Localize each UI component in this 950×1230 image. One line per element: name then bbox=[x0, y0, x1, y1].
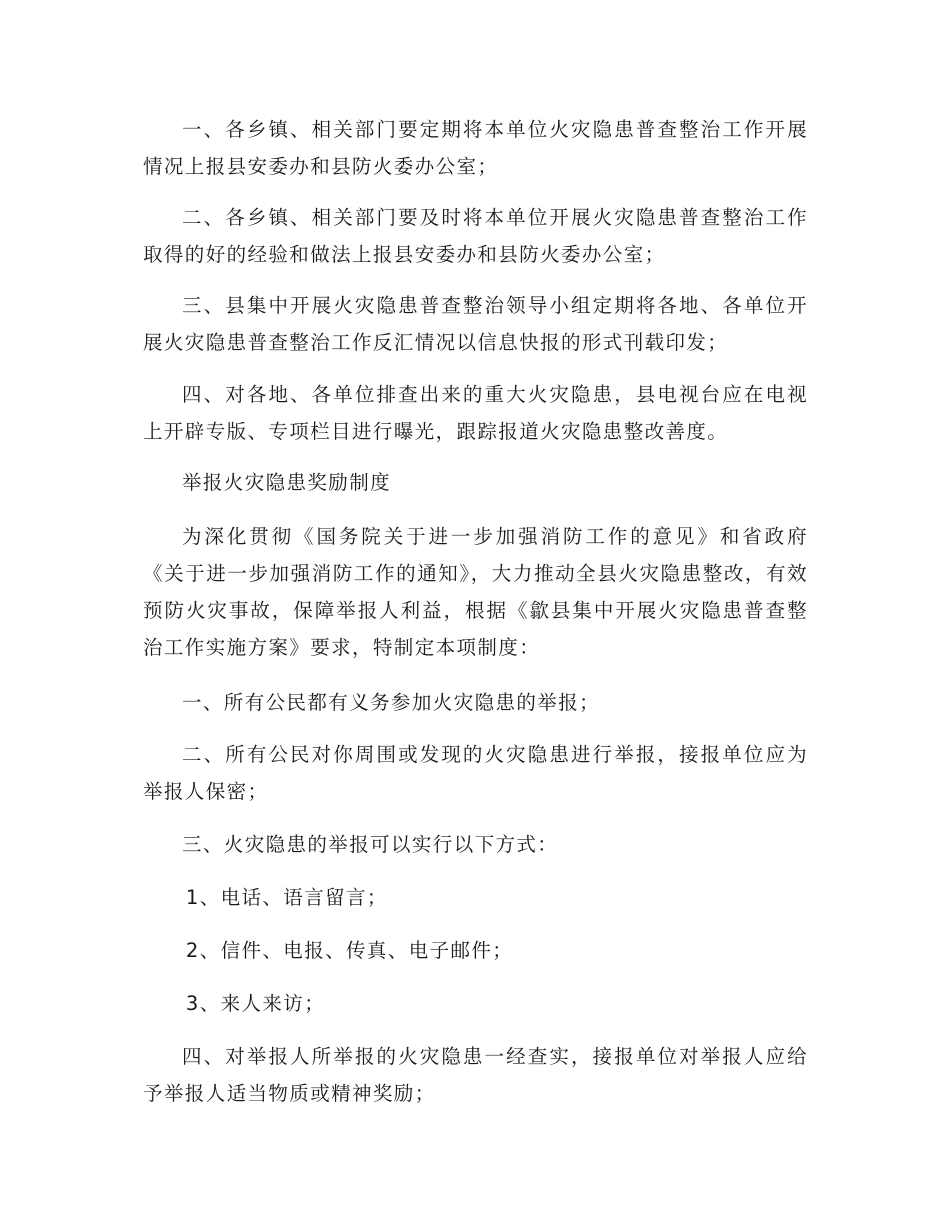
list-item-phone: 1、电话、语言留言； bbox=[185, 886, 388, 909]
paragraph-tv-exposure: 四、对各地、各单位排查出来的重大火灾隐患，县电视台应在电视上开辟专版、专项栏目进行曝光，跟踪报道火灾隐患整改善度。 bbox=[143, 383, 808, 443]
paragraph-report-methods: 三、火灾隐患的举报可以实行以下方式： bbox=[182, 833, 559, 856]
section-heading: 举报火灾隐患奖励制度 bbox=[182, 471, 392, 494]
paragraph-confidentiality: 二、所有公民对你周围或发现的火灾隐患进行举报，接报单位应为举报人保密； bbox=[143, 743, 808, 803]
paragraph-report-experience: 二、各乡镇、相关部门要及时将本单位开展火灾隐患普查整治工作取得的好的经验和做法上报县安委办和县防火委办公室； bbox=[143, 206, 808, 266]
paragraph-duty-to-report: 一、所有公民都有义务参加火灾隐患的举报； bbox=[182, 691, 601, 714]
list-item-visit: 3、来人来访； bbox=[185, 992, 326, 1015]
paragraph-purpose: 为深化贯彻《国务院关于进一步加强消防工作的意见》和省政府《关于进一步加强消防工作的通知》，大力推动全县火灾隐患整改，有效预防火灾事故，保障举报人利益，根据《歙县集中开展火灾隐患普查整治工作实施方案》要求，特制定本项制度： bbox=[143, 525, 808, 659]
paragraph-reward: 四、对举报人所举报的火灾隐患一经查实，接报单位对举报人应给予举报人适当物质或精神奖励； bbox=[143, 1045, 808, 1105]
list-item-mail: 2、信件、电报、传真、电子邮件； bbox=[185, 939, 514, 962]
paragraph-publish-bulletin: 三、县集中开展火灾隐患普查整治领导小组定期将各地、各单位开展火灾隐患普查整治工作反汇情况以信息快报的形式刊载印发； bbox=[143, 294, 808, 354]
paragraph-report-regularly: 一、各乡镇、相关部门要定期将本单位火灾隐患普查整治工作开展情况上报县安委办和县防火委办公室； bbox=[143, 118, 808, 178]
